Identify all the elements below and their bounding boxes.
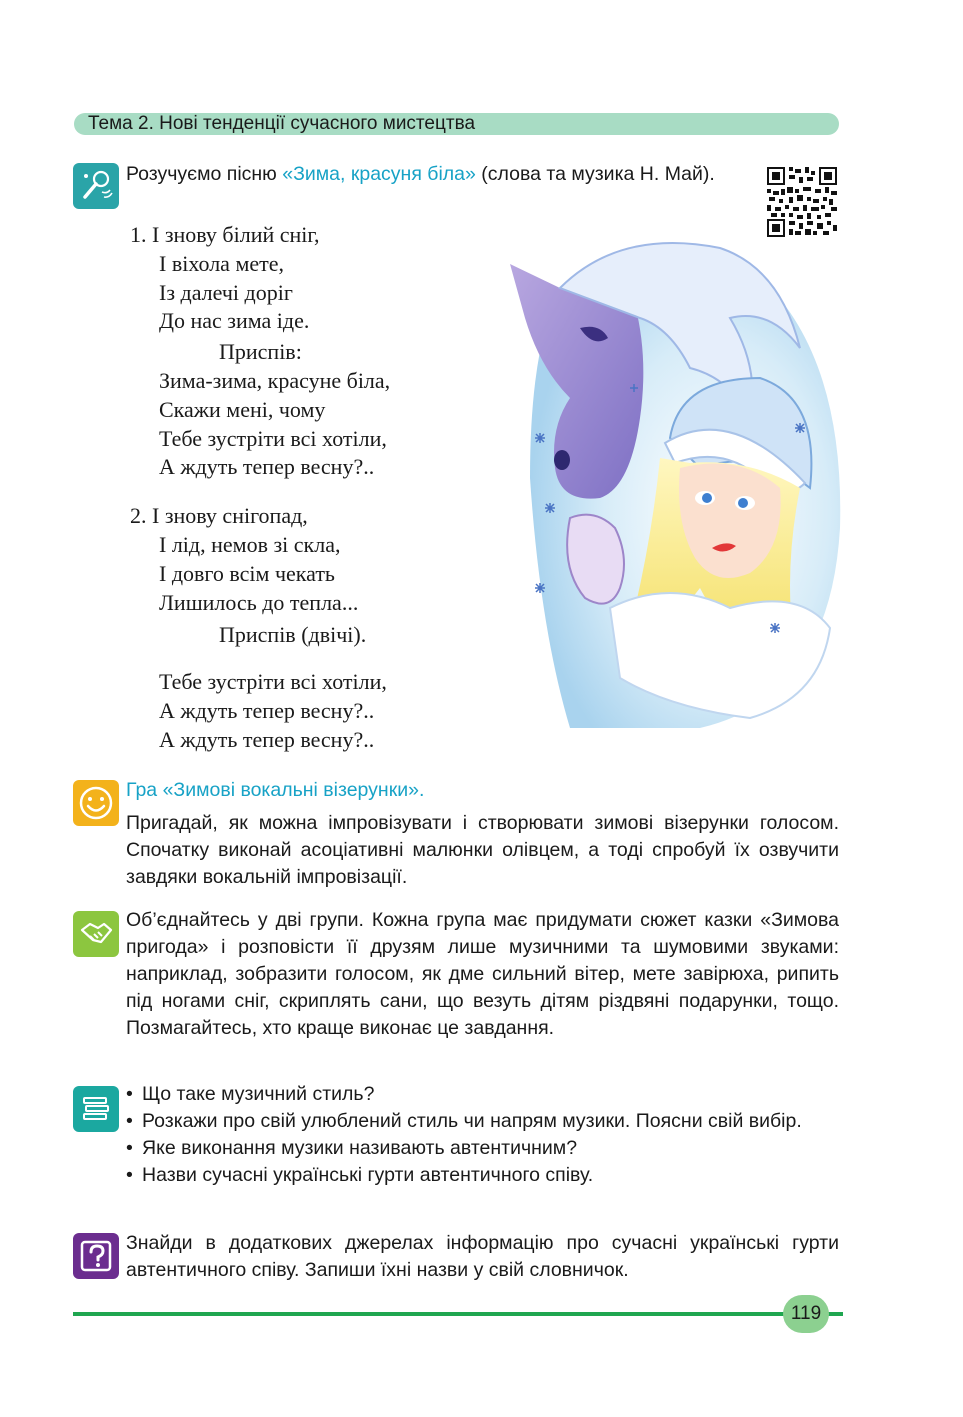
winter-girl-horse-illustration [500, 228, 845, 728]
song-intro [126, 161, 743, 188]
chorus-label: Приспів: [219, 339, 302, 365]
microphone-icon [73, 163, 119, 209]
list-item: • Яке виконання музики називають автентичним? [126, 1137, 578, 1159]
intro-suffix: (слова та музика Н. Май). [475, 163, 715, 185]
lyric-line: 1. І знову білий сніг, [130, 222, 320, 247]
question-icon [73, 1233, 119, 1279]
list-item: • Розкажи про свій улюблений стиль чи напрям музики. Поясни свій вибір. [126, 1110, 802, 1132]
page-number: 119 [783, 1295, 829, 1333]
intro-prefix: Розучуємо пісню [126, 163, 283, 185]
books-icon [73, 1086, 119, 1132]
song-lyrics [130, 221, 390, 755]
lyric-line: Із далечі доріг [159, 279, 293, 305]
game-title: Гра «Зимові вокальні візерунки». [126, 779, 425, 801]
lyric-line: І віхола мете, [159, 250, 285, 276]
game-text: Пригадай, як можна імпровізувати і створювати зимові візерунки голосом. Спочатку виконай асоціативні малюнки олівцем, а тоді спробуй їх озвучити завдяки вокальній імпровізації. [126, 812, 839, 888]
group-task-text: Об’єднайтесь у дві групи. Кожна група має придумати сюжет казки «Зимова пригода» і розповісти її друзям лише музичними та шумовими звуками: наприклад, зобразити голосом, як дме сильний вітер, мете завірюха, рипить під ногами сніг, скриплять сани, що везуть дітям різдвяні подарунки, тощо. Позмагайтесь, хто краще виконає це завдання. [126, 909, 839, 1039]
list-item: • Що таке музичний стиль? [126, 1083, 375, 1105]
research-text: Знайди в додаткових джерелах інформацію про сучасні українські гурти автентичного співу. Запиши їхні назви у свій словничок. [126, 1232, 839, 1281]
lyric-line: І довго всім чекать [159, 560, 335, 586]
lyric-line: Тебе зустріти всі хотіли, [159, 425, 387, 451]
lyric-line: А ждуть тепер весну?.. [159, 454, 375, 480]
chorus-twice-label: Приспів (двічі). [219, 622, 367, 648]
lyric-line: А ждуть тепер весну?.. [159, 726, 375, 752]
footer-divider [73, 1312, 843, 1316]
lyric-line: Тебе зустріти всі хотіли, [159, 669, 387, 695]
song-title: «Зима, красуня біла» [282, 163, 476, 185]
lyric-line: До нас зима іде. [159, 308, 310, 334]
lyric-line: Скажи мені, чому [159, 396, 326, 422]
lyric-line: Лишилось до тепла... [159, 589, 359, 615]
lyric-line: А ждуть тепер весну?.. [159, 697, 375, 723]
list-item: • Назви сучасні українські гурти автентичного співу. [126, 1164, 594, 1186]
lyric-line: І лід, немов зі скла, [159, 531, 341, 557]
handshake-icon [73, 911, 119, 957]
lyric-line: 2. І знову снігопад, [130, 503, 308, 529]
questions-list [126, 1081, 839, 1189]
theme-header: Тема 2. Нові тенденції сучасного мистецтва [74, 113, 839, 135]
lyric-line: Зима-зима, красуне біла, [159, 367, 391, 393]
smiley-icon [73, 780, 119, 826]
qr-code-icon[interactable] [767, 167, 837, 237]
